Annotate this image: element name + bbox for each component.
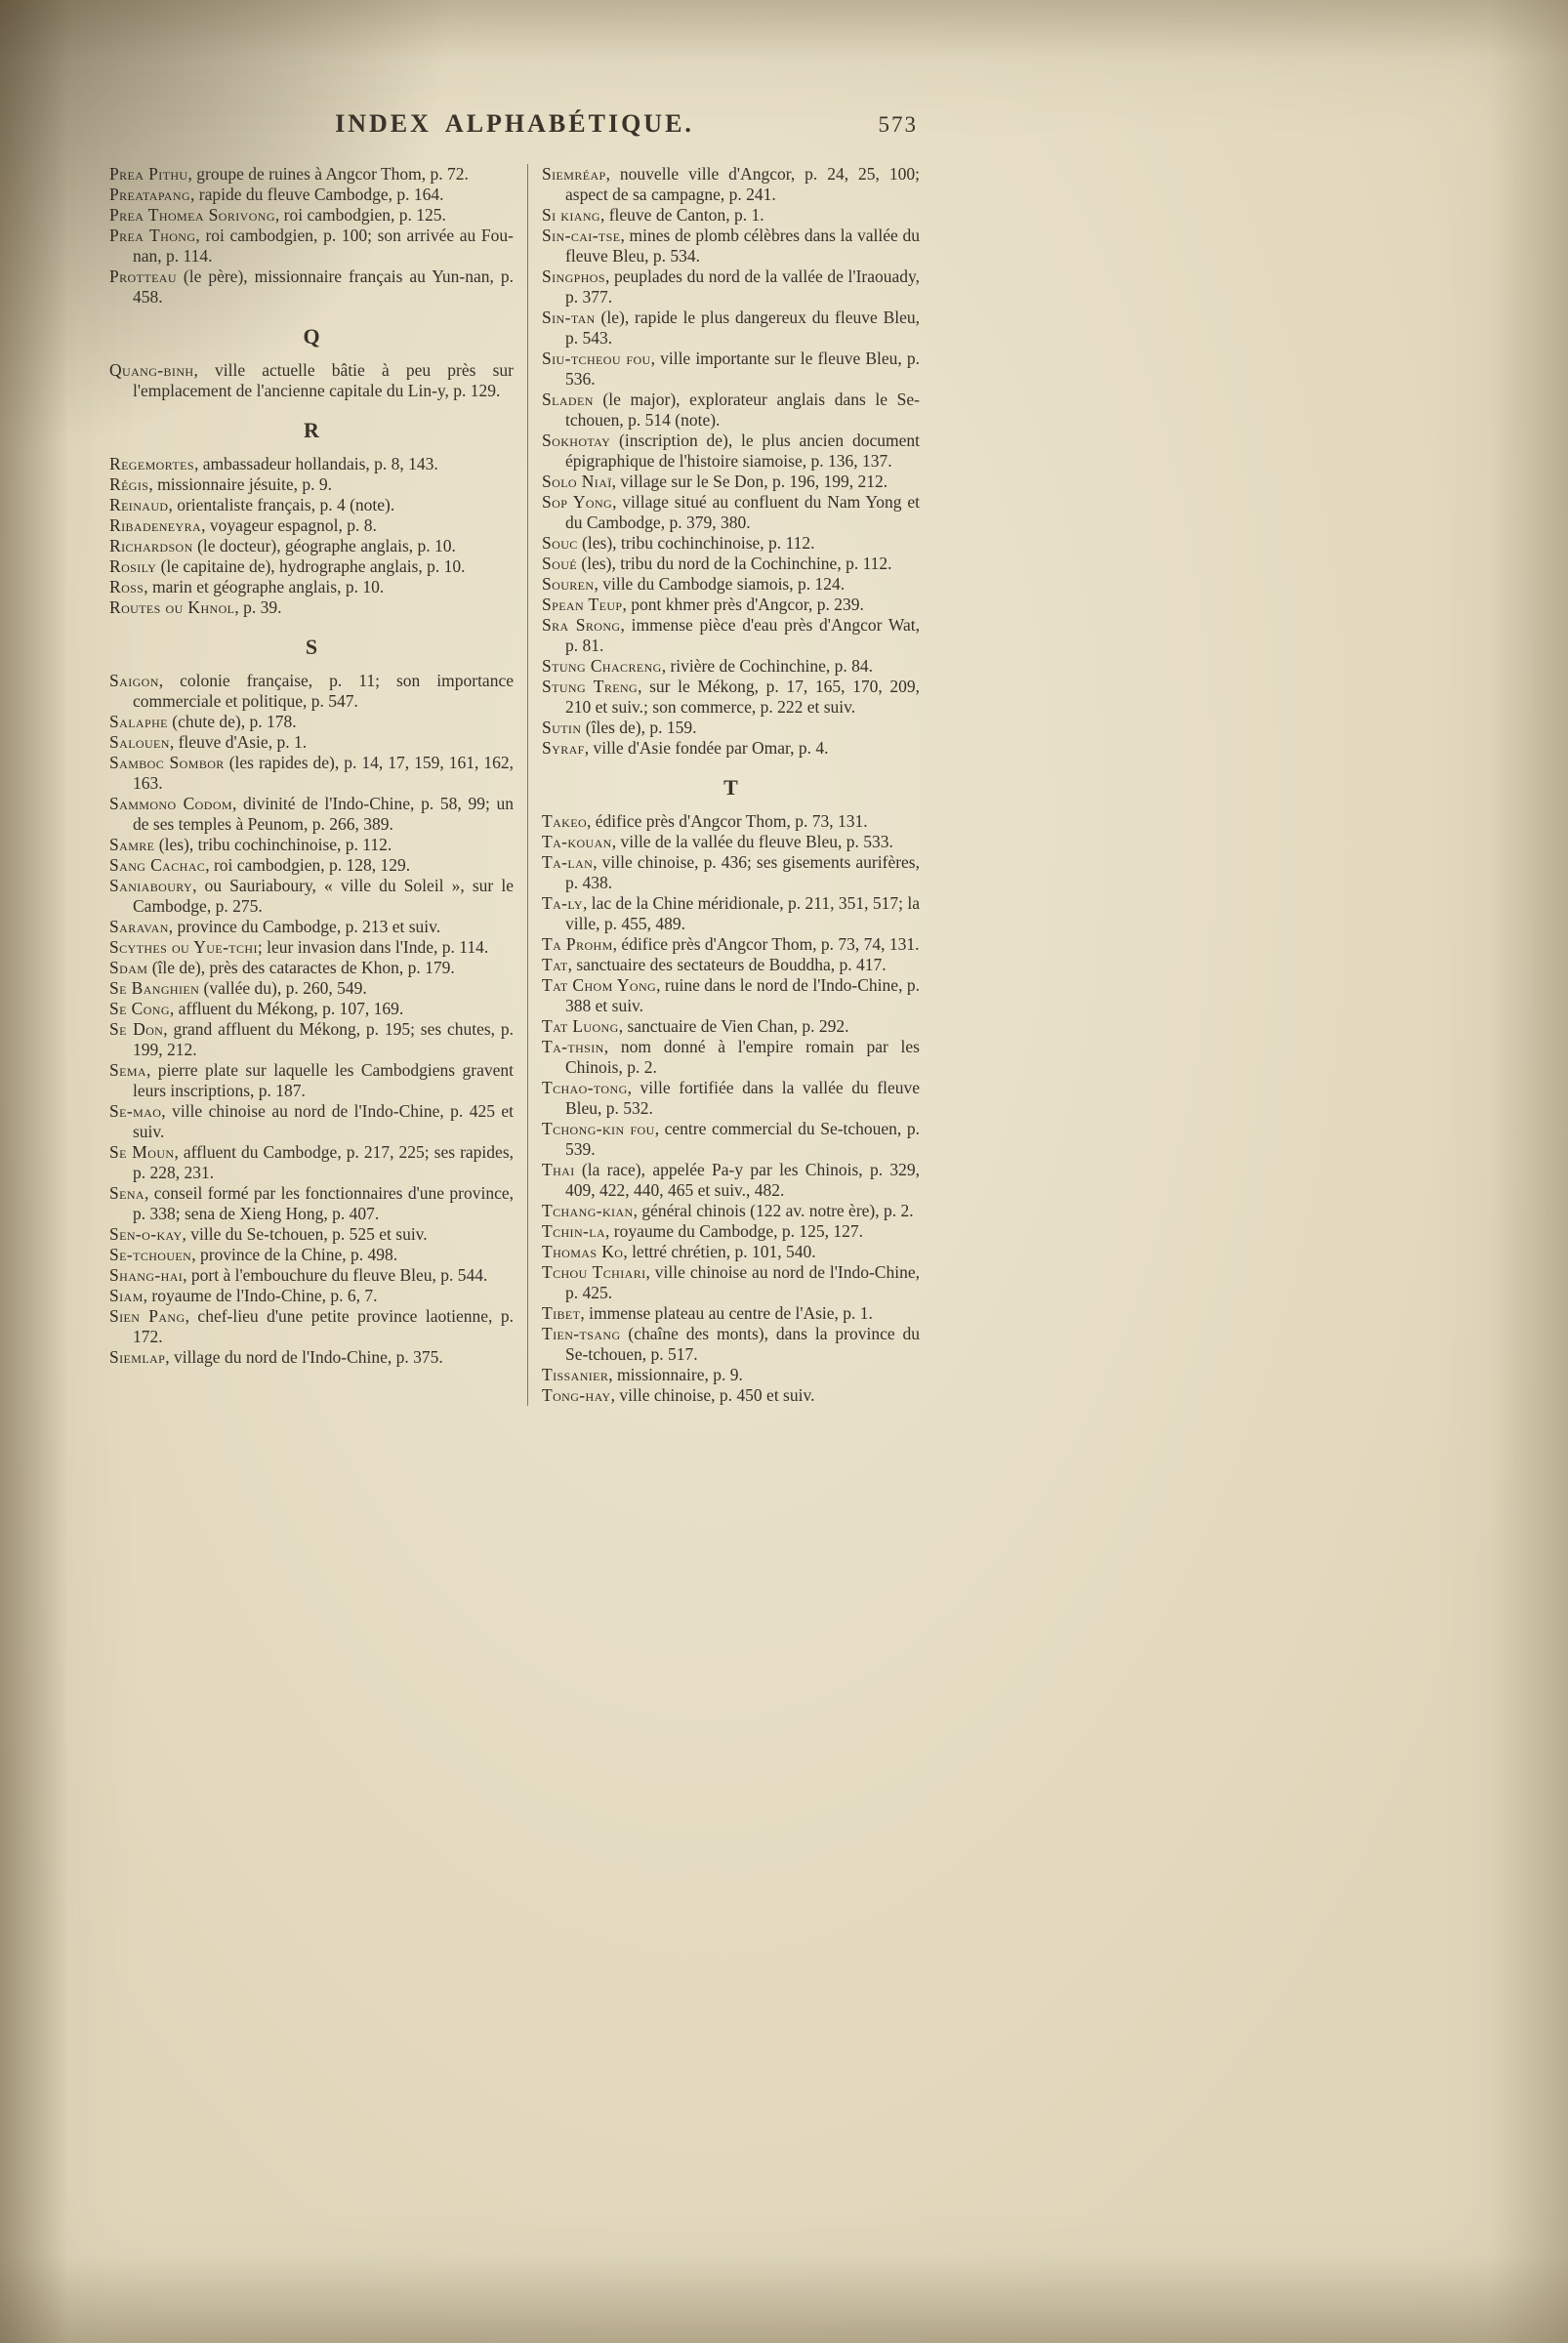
entry-headword: Sin-tan: [542, 308, 596, 327]
entry-text: , ville chinoise, p. 436; ses gisements aurifères, p. 438.: [565, 852, 920, 892]
entry-headword: Samboc Sombor: [109, 753, 225, 772]
entry-headword: Sdam: [109, 958, 148, 977]
entry-text: , ruine dans le nord de l'Indo-Chine, p. 388 et suiv.: [565, 975, 921, 1015]
index-entry: [109, 794, 514, 835]
index-entry: [542, 738, 920, 759]
entry-headword: Prea Thomea Sorivong: [109, 205, 275, 225]
entry-text: , ville chinoise, p. 450 et suiv.: [610, 1385, 815, 1405]
entry-text: , colonie française, p. 11; son importance commerciale et politique, p. 547.: [133, 671, 514, 711]
entry-headword: Saravan: [109, 917, 169, 936]
index-entry: [109, 978, 514, 999]
index-entry: [542, 390, 920, 431]
index-entry: [109, 1060, 514, 1101]
entry-headword: Shang-hai: [109, 1265, 184, 1285]
entry-headword: Stung Treng: [542, 677, 639, 696]
entry-headword: Thai: [542, 1160, 575, 1179]
page-number: 573: [878, 112, 918, 137]
index-entry: [542, 615, 920, 656]
text-block: [109, 109, 920, 1406]
entry-text: , province de la Chine, p. 498.: [191, 1245, 398, 1264]
entry-headword: Tat: [542, 955, 568, 974]
entry-text: , ville du Se-tchouen, p. 525 et suiv.: [182, 1224, 428, 1244]
entry-headword: Siu-tcheou fou: [542, 349, 651, 368]
section-heading-r: R: [304, 418, 319, 442]
entry-text: (inscription de), le plus ancien document épigraphique de l'histoire siamoise, p. 136, 137.: [565, 431, 920, 471]
entry-text: , divinité de l'Indo-Chine, p. 58, 99; un de ses temples à Peunom, p. 266, 389.: [133, 794, 514, 834]
index-entry: [109, 1101, 514, 1142]
index-entry: [542, 554, 920, 574]
index-entry: [109, 1019, 514, 1060]
entry-text: (îles de), p. 159.: [581, 718, 697, 737]
entry-text: , ville importante sur le fleuve Bleu, p. 536.: [565, 349, 920, 389]
index-entry: [542, 1119, 920, 1160]
index-entry: [542, 472, 920, 492]
entry-text: , centre commercial du Se-tchouen, p. 539.: [565, 1119, 921, 1159]
index-entry: [542, 574, 920, 595]
entry-text: , roi cambodgien, p. 128, 129.: [205, 855, 411, 875]
entry-headword: Siam: [109, 1286, 144, 1305]
entry-text: , port à l'embouchure du fleuve Bleu, p. 544.: [183, 1265, 488, 1285]
entry-text: (vallée du), p. 260, 549.: [199, 978, 367, 998]
entry-headword: Thomas Ko: [542, 1242, 624, 1261]
entry-headword: Souc: [542, 533, 578, 553]
page-title: INDEX ALPHABÉTIQUE.: [335, 109, 694, 138]
entry-text: , ou Sauriaboury, « ville du Soleil », sur le Cambodge, p. 275.: [133, 876, 514, 916]
entry-text: (les), tribu cochinchinoise, p. 112.: [577, 533, 815, 553]
entry-text: , ville actuelle bâtie à peu près sur l'emplacement de l'ancienne capitale du Lin-y, p. 129.: [133, 360, 514, 400]
entry-headword: Sema: [109, 1060, 146, 1080]
entry-headword: Tchou Tchiari: [542, 1262, 646, 1282]
index-entry: [542, 811, 920, 832]
index-entry: [542, 1037, 920, 1078]
entry-headword: Se Cong: [109, 999, 170, 1018]
index-entry: [542, 1365, 920, 1385]
entry-headword: Ribadeneyra: [109, 515, 202, 535]
entry-text: , ville fortifiée dans la vallée du fleuve Bleu, p. 532.: [565, 1078, 920, 1118]
entry-text: , ville chinoise au nord de l'Indo-Chine, p. 425 et suiv.: [133, 1101, 514, 1141]
entry-text: , édifice près d'Angcor Thom, p. 73, 74, 131.: [612, 934, 920, 954]
index-entry: [542, 226, 920, 267]
entry-headword: Tissanier: [542, 1365, 609, 1384]
index-entry: [109, 835, 514, 855]
entry-text: (les), tribu du nord de la Cochinchine, p. 112.: [577, 554, 892, 573]
index-entry: [109, 1265, 514, 1286]
index-entry: [542, 431, 920, 472]
entry-text: (les), tribu cochinchinoise, p. 112.: [154, 835, 392, 854]
entry-headword: Ta-ly: [542, 893, 583, 913]
entry-headword: Tien-tsang: [542, 1324, 621, 1343]
entry-headword: Syraf: [542, 738, 585, 758]
entry-headword: Sin-cai-tse: [542, 226, 621, 245]
index-entry: [542, 934, 920, 955]
index-entry: [542, 349, 920, 390]
entry-headword: Sammono Codom: [109, 794, 232, 813]
entry-text: , rivière de Cochinchine, p. 84.: [661, 656, 873, 676]
index-entry: [109, 226, 514, 267]
entry-text: (la race), appelée Pa-y par les Chinois, p. 329, 409, 422, 440, 465 et suiv., 482.: [565, 1160, 920, 1200]
index-entry: [109, 712, 514, 732]
index-entry: [542, 975, 920, 1016]
entry-text: , ville de la vallée du fleuve Bleu, p. 533.: [611, 832, 893, 851]
entry-text: , peuplades du nord de la vallée de l'Iraouady, p. 377.: [565, 267, 920, 307]
entry-headword: Siemlap: [109, 1347, 166, 1367]
index-right-column: [528, 164, 920, 1406]
entry-text: , ville d'Asie fondée par Omar, p. 4.: [584, 738, 829, 758]
index-left-column: [109, 164, 528, 1406]
entry-text: , missionnaire jésuite, p. 9.: [148, 474, 332, 494]
section-heading-t: T: [723, 775, 738, 800]
entry-text: , village situé au confluent du Nam Yong et du Cambodge, p. 379, 380.: [565, 492, 920, 532]
section-heading-s: S: [305, 635, 318, 659]
entry-text: , nom donné à l'empire romain par les Chinois, p. 2.: [565, 1037, 920, 1077]
index-entry: [542, 1016, 920, 1037]
entry-headword: Rosily: [109, 556, 157, 576]
index-entry: [109, 671, 514, 712]
entry-text: , ville du Cambodge siamois, p. 124.: [594, 574, 846, 594]
index-entry: [109, 1306, 514, 1347]
index-entry: [109, 556, 514, 577]
index-entry: [542, 1385, 920, 1406]
entry-text: , fleuve d'Asie, p. 1.: [169, 732, 308, 752]
entry-text: , royaume de l'Indo-Chine, p. 6, 7.: [143, 1286, 378, 1305]
entry-headword: Si kiang: [542, 205, 600, 225]
entry-text: (chute de), p. 178.: [167, 712, 297, 731]
index-entry: [542, 1078, 920, 1119]
section-heading-q: Q: [303, 324, 320, 349]
entry-text: , province du Cambodge, p. 213 et suiv.: [168, 917, 441, 936]
entry-text: , nouvelle ville d'Angcor, p. 24, 25, 100; aspect de sa campagne, p. 241.: [565, 164, 920, 204]
index-entry: [542, 852, 920, 893]
index-entry: [542, 1324, 920, 1365]
entry-text: , lac de la Chine méridionale, p. 211, 351, 517; la ville, p. 455, 489.: [565, 893, 920, 933]
index-entry: [109, 1183, 514, 1224]
entry-text: , grand affluent du Mékong, p. 195; ses chutes, p. 199, 212.: [133, 1019, 515, 1059]
index-entry: [542, 1242, 920, 1262]
entry-headword: Salouen: [109, 732, 170, 752]
entry-headword: Sutin: [542, 718, 582, 737]
index-entry: [109, 1224, 514, 1245]
entry-headword: Sang Cachac: [109, 855, 206, 875]
index-entry: [109, 495, 514, 515]
entry-text: , groupe de ruines à Angcor Thom, p. 72.: [187, 164, 469, 184]
entry-text: , pierre plate sur laquelle les Cambodgiens gravent leurs inscriptions, p. 187.: [133, 1060, 514, 1100]
entry-text: , roi cambodgien, p. 100; son arrivée au Fou-nan, p. 114.: [133, 226, 514, 266]
index-entry: [109, 855, 514, 876]
entry-headword: Sien Pang: [109, 1306, 186, 1326]
entry-text: , marin et géographe anglais, p. 10.: [144, 577, 385, 596]
entry-headword: Stung Chacreng: [542, 656, 662, 676]
index-entry: [542, 677, 920, 718]
entry-headword: Solo Niaï: [542, 472, 612, 491]
entry-text: , immense pièce d'eau près d'Angcor Wat, p. 81.: [565, 615, 920, 655]
index-entry: [109, 577, 514, 597]
entry-text: (les rapides de), p. 14, 17, 159, 161, 162, 163.: [133, 753, 515, 793]
index-entry: [542, 718, 920, 738]
index-entry: [109, 999, 514, 1019]
entry-headword: Ta-kouan: [542, 832, 612, 851]
entry-text: , édifice près d'Angcor Thom, p. 73, 131.: [587, 811, 868, 831]
index-entry: [109, 474, 514, 495]
index-entry: [542, 832, 920, 852]
entry-headword: Se-mao: [109, 1101, 162, 1121]
entry-text: , royaume du Cambodge, p. 125, 127.: [605, 1221, 863, 1241]
entry-headword: Tchin-la: [542, 1221, 606, 1241]
entry-text: , village sur le Se Don, p. 196, 199, 212.: [611, 472, 888, 491]
entry-text: , lettré chrétien, p. 101, 540.: [623, 1242, 816, 1261]
entry-text: (île de), près des cataractes de Khon, p. 179.: [147, 958, 455, 977]
entry-text: , sanctuaire des sectateurs de Bouddha, p. 417.: [567, 955, 887, 974]
entry-headword: Scythes ou Yue-tchi: [109, 937, 258, 957]
index-entry: [109, 360, 514, 401]
entry-headword: Richardson: [109, 536, 193, 555]
index-entry: [542, 492, 920, 533]
entry-headword: Saniaboury: [109, 876, 193, 895]
entry-headword: Régis: [109, 474, 149, 494]
entry-text: , conseil formé par les fonctionnaires d'une province, p. 338; sena de Xieng Hong, p. 407.: [133, 1183, 514, 1223]
entry-headword: Sen-o-kay: [109, 1224, 183, 1244]
entry-text: (le capitaine de), hydrographe anglais, p. 10.: [156, 556, 466, 576]
entry-headword: Tong-hay: [542, 1385, 611, 1405]
entry-text: (chaîne des monts), dans la province du Se-tchouen, p. 517.: [565, 1324, 920, 1364]
index-entry: [542, 164, 920, 205]
index-entry: [109, 185, 514, 205]
entry-headword: Tchao-tong: [542, 1078, 628, 1097]
entry-headword: Protteau: [109, 267, 177, 286]
index-entry: [109, 876, 514, 917]
entry-text: , général chinois (122 av. notre ère), p. 2.: [633, 1201, 914, 1220]
entry-text: , fleuve de Canton, p. 1.: [599, 205, 764, 225]
index-entry: [109, 454, 514, 474]
entry-headword: Ta-thsin: [542, 1037, 604, 1056]
entry-text: , p. 39.: [234, 597, 282, 617]
entry-headword: Se Don: [109, 1019, 164, 1039]
index-entry: [542, 205, 920, 226]
index-entry: [109, 1245, 514, 1265]
index-entry: [109, 267, 514, 308]
entry-text: , village du nord de l'Indo-Chine, p. 375.: [165, 1347, 443, 1367]
entry-headword: Samre: [109, 835, 155, 854]
entry-headword: Salaphe: [109, 712, 168, 731]
entry-headword: Saigon: [109, 671, 159, 690]
entry-text: , affluent du Mékong, p. 107, 169.: [169, 999, 404, 1018]
index-entry: [542, 267, 920, 308]
index-entry: [109, 536, 514, 556]
entry-headword: Ross: [109, 577, 144, 596]
index-entry: [542, 1201, 920, 1221]
entry-headword: Se Banghien: [109, 978, 200, 998]
index-entry: [109, 164, 514, 185]
index-entry: [109, 1286, 514, 1306]
entry-headword: Reinaud: [109, 495, 169, 514]
index-entry: [109, 732, 514, 753]
index-entry: [542, 1262, 920, 1303]
entry-text: (le docteur), géographe anglais, p. 10.: [192, 536, 456, 555]
index-entry: [109, 515, 514, 536]
entry-text: (le père), missionnaire français au Yun-nan, p. 458.: [133, 267, 514, 307]
entry-headword: Ta-lan: [542, 852, 594, 872]
entry-headword: Routes ou Khnol: [109, 597, 235, 617]
entry-headword: Prea Pithu: [109, 164, 188, 184]
entry-headword: Sladen: [542, 390, 594, 409]
entry-text: , chef-lieu d'une petite province laotienne, p. 172.: [133, 1306, 514, 1346]
entry-text: , orientaliste français, p. 4 (note).: [168, 495, 395, 514]
entry-headword: Regemortes: [109, 454, 194, 473]
entry-headword: Prea Thong: [109, 226, 196, 245]
index-entry: [542, 308, 920, 349]
entry-headword: Siemréap: [542, 164, 606, 184]
entry-headword: Tat Luong: [542, 1016, 619, 1036]
entry-text: , sur le Mékong, p. 17, 165, 170, 209, 210 et suiv.; son commerce, p. 222 et suiv.: [565, 677, 920, 717]
entry-headword: Quang-binh: [109, 360, 194, 380]
index-entry: [542, 533, 920, 554]
entry-headword: Ta Prohm: [542, 934, 613, 954]
entry-headword: Se Moun: [109, 1142, 175, 1162]
entry-text: , rapide du fleuve Cambodge, p. 164.: [190, 185, 444, 204]
index-entry: [542, 955, 920, 975]
index-entry: [109, 205, 514, 226]
entry-text: , ambassadeur hollandais, p. 8, 143.: [193, 454, 438, 473]
page-header: [109, 109, 920, 152]
entry-headword: Tibet: [542, 1303, 581, 1323]
entry-text: , affluent du Cambodge, p. 217, 225; ses rapides, p. 228, 231.: [133, 1142, 515, 1182]
index-entry: [542, 893, 920, 934]
index-entry: [109, 1142, 514, 1183]
entry-headword: Spean Teup: [542, 595, 623, 614]
entry-headword: Tchong-kin fou: [542, 1119, 655, 1138]
index-entry: [542, 595, 920, 615]
index-entry: [542, 1221, 920, 1242]
entry-headword: Se-tchouen: [109, 1245, 192, 1264]
entry-text: , ville chinoise au nord de l'Indo-Chine, p. 425.: [565, 1262, 920, 1302]
two-column-layout: [109, 164, 920, 1406]
entry-text: ; leur invasion dans l'Inde, p. 114.: [257, 937, 489, 957]
entry-text: , immense plateau au centre de l'Asie, p. 1.: [580, 1303, 873, 1323]
entry-headword: Tchang-kian: [542, 1201, 634, 1220]
entry-text: , pont khmer près d'Angcor, p. 239.: [622, 595, 864, 614]
entry-text: (le), rapide le plus dangereux du fleuve Bleu, p. 543.: [565, 308, 920, 348]
entry-headword: Sena: [109, 1183, 144, 1203]
entry-headword: Preatapang: [109, 185, 191, 204]
index-entry: [542, 1303, 920, 1324]
entry-headword: Soué: [542, 554, 577, 573]
entry-text: , missionnaire, p. 9.: [608, 1365, 743, 1384]
index-entry: [109, 958, 514, 978]
entry-headword: Souren: [542, 574, 595, 594]
entry-headword: Takeo: [542, 811, 588, 831]
index-entry: [109, 597, 514, 618]
entry-text: (le major), explorateur anglais dans le Se-tchouen, p. 514 (note).: [565, 390, 920, 430]
index-entry: [542, 656, 920, 677]
entry-headword: Sokhotay: [542, 431, 611, 450]
index-entry: [542, 1160, 920, 1201]
entry-headword: Singphos: [542, 267, 605, 286]
entry-headword: Sop Yong: [542, 492, 613, 512]
index-entry: [109, 753, 514, 794]
entry-text: , voyageur espagnol, p. 8.: [201, 515, 377, 535]
index-entry: [109, 937, 514, 958]
entry-text: , mines de plomb célèbres dans la vallée du fleuve Bleu, p. 534.: [565, 226, 920, 266]
index-entry: [109, 917, 514, 937]
entry-headword: Sra Srong: [542, 615, 621, 635]
entry-headword: Tat Chom Yong: [542, 975, 657, 995]
entry-text: , roi cambodgien, p. 125.: [274, 205, 446, 225]
index-entry: [109, 1347, 514, 1368]
entry-text: , sanctuaire de Vien Chan, p. 292.: [618, 1016, 849, 1036]
